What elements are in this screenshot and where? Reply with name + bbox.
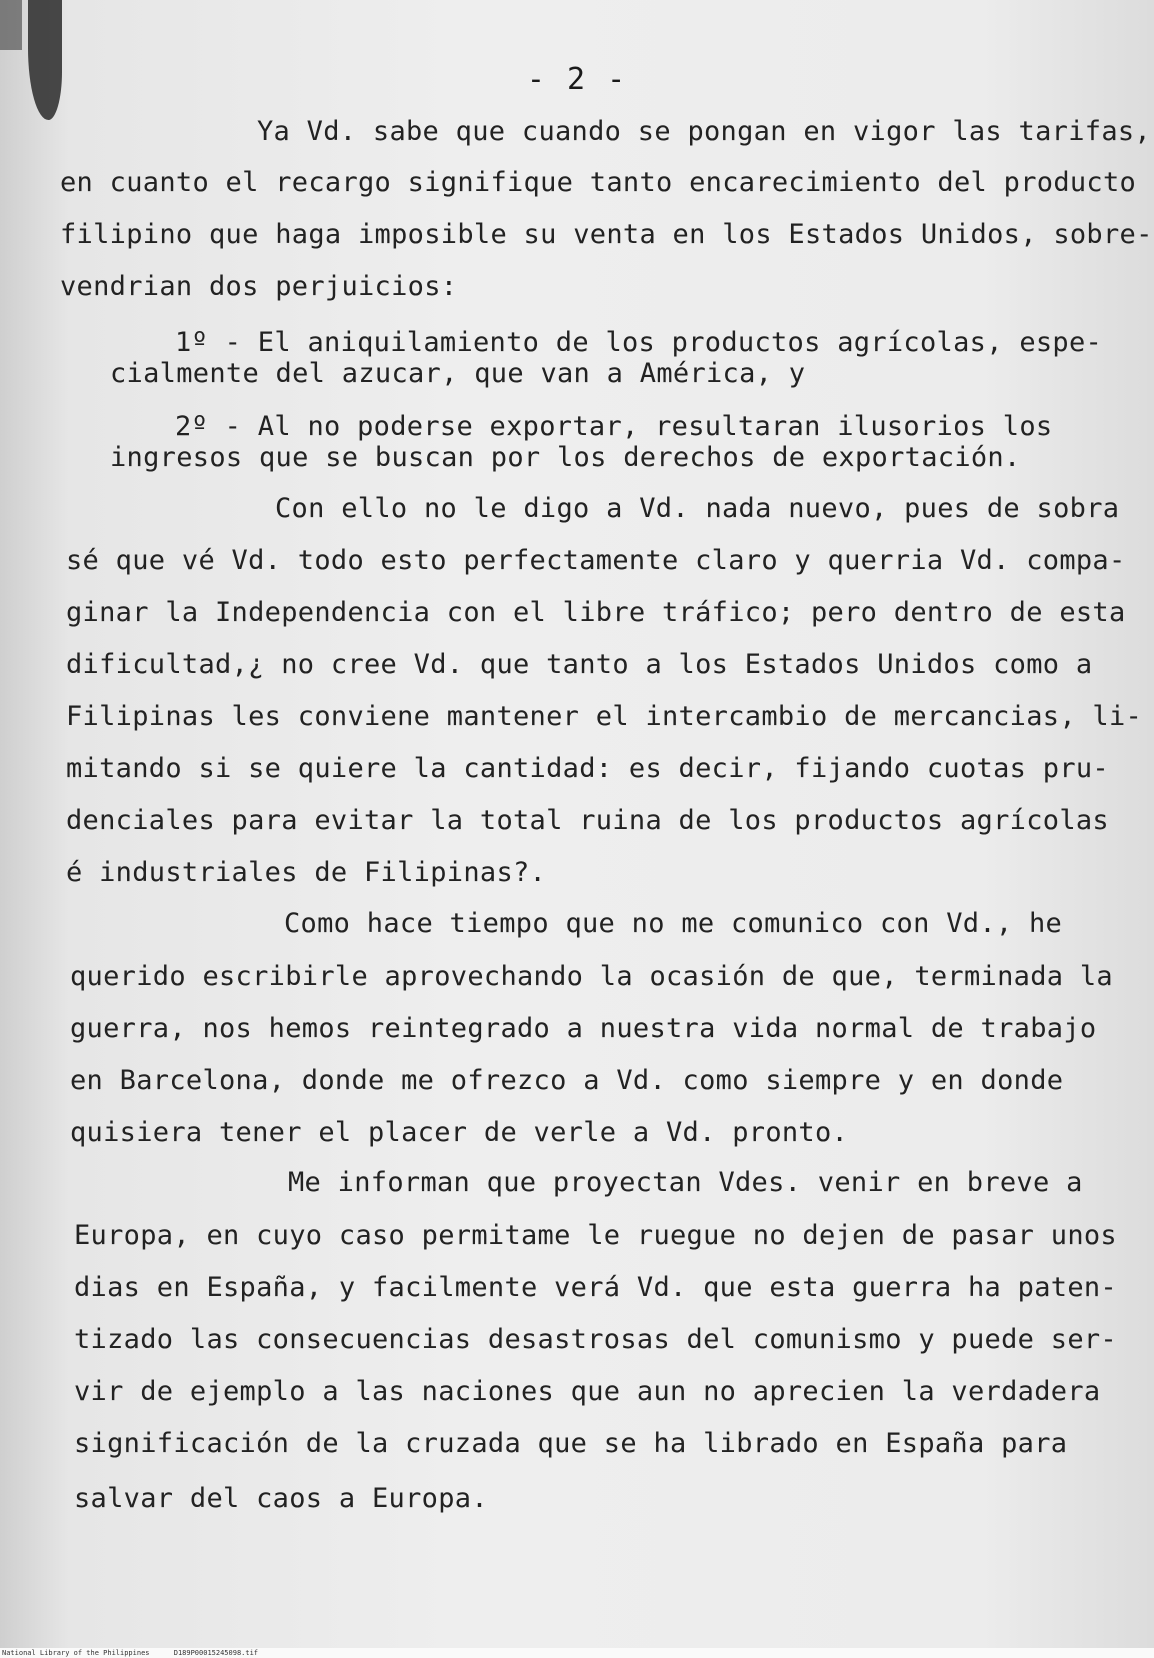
paragraph2-line-2: sé que vé Vd. todo esto perfectamente claro y querria Vd. compa- (66, 545, 1126, 576)
paragraph1-line-2: en cuanto el recargo signifique tanto encarecimiento del producto (60, 167, 1137, 198)
scan-edge-shadow (0, 0, 22, 50)
paragraph2-line-7: denciales para evitar la total ruina de los productos agrícolas (66, 805, 1109, 836)
scan-corner-mark (28, 0, 62, 120)
paragraph2-line-5: Filipinas les conviene mantener el intercambio de mercancias, li- (66, 701, 1143, 732)
paragraph2-line-8: é industriales de Filipinas?. (66, 857, 547, 888)
scan-footer (0, 1648, 1154, 1658)
paragraph3-line-2: querido escribirle aprovechando la ocasión de que, terminada la (70, 961, 1113, 992)
paragraph4-line-5: vir de ejemplo a las naciones que aun no aprecien la verdadera (74, 1376, 1101, 1407)
paragraph1-line-3: filipino que haga imposible su venta en los Estados Unidos, sobre- (60, 219, 1153, 250)
footer-file: D189P00015245098.tif (173, 1649, 259, 1657)
paragraph2-line-6: mitando si se quiere la cantidad: es decir, fijando cuotas pru- (66, 753, 1109, 784)
paragraph2-line-1: Con ello no le digo a Vd. nada nuevo, pues de sobra (275, 493, 1120, 524)
paragraph2-line-4: dificultad,¿ no cree Vd. que tanto a los Estados Unidos como a (66, 649, 1093, 680)
footer-library: National Library of the Philippines (2, 1649, 150, 1657)
item1-line-2: cialmente del azucar, que van a América, y (110, 358, 806, 389)
paragraph3-line-1: Como hace tiempo que no me comunico con Vd., he (284, 908, 1063, 939)
paragraph4-line-4: tizado las consecuencias desastrosas del comunismo y puede ser- (74, 1324, 1117, 1355)
paragraph3-line-3: guerra, nos hemos reintegrado a nuestra vida normal de trabajo (70, 1013, 1097, 1044)
page-number: - 2 - (526, 62, 628, 97)
paragraph4-line-7: salvar del caos a Europa. (74, 1483, 488, 1514)
paragraph4-line-1: Me informan que proyectan Vdes. venir en breve a (288, 1167, 1083, 1198)
paragraph3-line-5: quisiera tener el placer de verle a Vd. pronto. (70, 1117, 849, 1148)
paragraph4-line-6: significación de la cruzada que se ha librado en España para (74, 1428, 1068, 1459)
item1-line-1: 1º - El aniquilamiento de los productos agrícolas, espe- (175, 327, 1103, 358)
paragraph2-line-3: ginar la Independencia con el libre tráfico; pero dentro de esta (66, 597, 1126, 628)
item2-line-2: ingresos que se buscan por los derechos de exportación. (110, 442, 1021, 473)
paragraph1-line-4: vendrian dos perjuicios: (60, 271, 458, 302)
paragraph4-line-3: dias en España, y facilmente verá Vd. que esta guerra ha paten- (74, 1272, 1117, 1303)
paragraph1-line-1: Ya Vd. sabe que cuando se pongan en vigor las tarifas, (257, 116, 1151, 147)
paragraph4-line-2: Europa, en cuyo caso permitame le ruegue no dejen de pasar unos (74, 1220, 1117, 1251)
paragraph3-line-4: en Barcelona, donde me ofrezco a Vd. como siempre y en donde (70, 1065, 1064, 1096)
item2-line-1: 2º - Al no poderse exportar, resultaran ilusorios los (175, 411, 1053, 442)
